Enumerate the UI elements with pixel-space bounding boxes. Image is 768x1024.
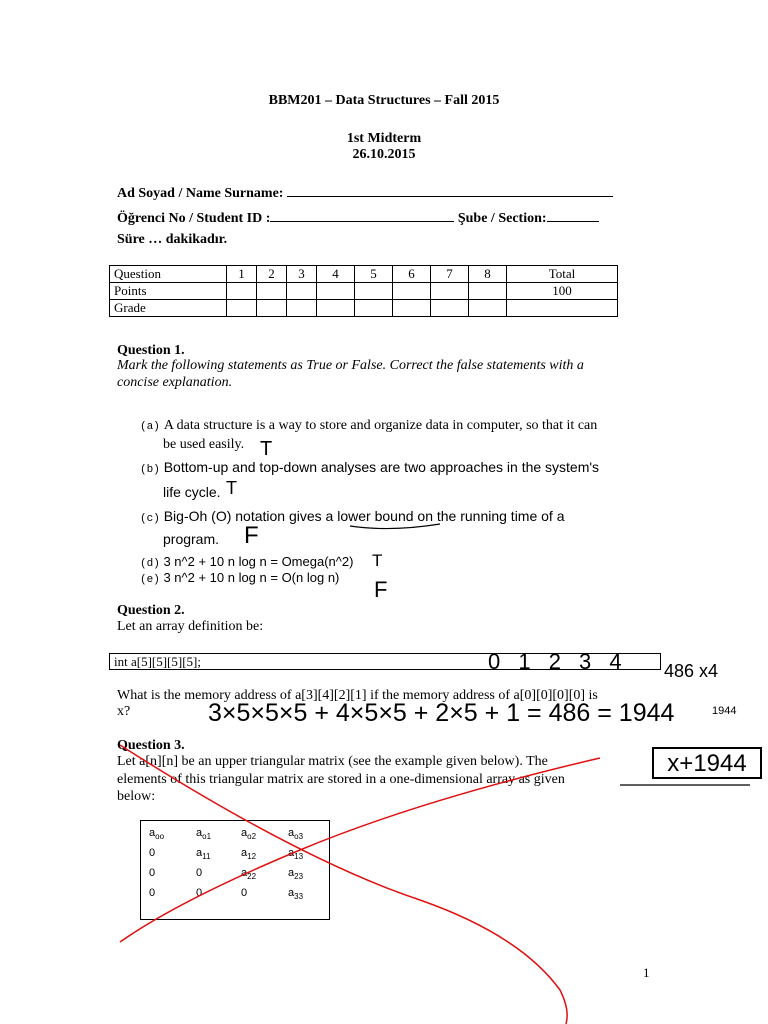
column-header: 2 (257, 266, 287, 283)
item-text: 3 n^2 + 10 n log n = O(n log n) (163, 570, 340, 585)
item-label: (a) (140, 421, 160, 433)
q2-question-2: x? (117, 704, 131, 719)
item-label: (c) (140, 513, 160, 525)
handwritten-answer: x+1944 (667, 750, 747, 777)
q1-item-a-cont: be used easily. (163, 437, 245, 452)
matrix-cell: $a_{22}$ (241, 867, 257, 882)
q1-item-c-cont: program. (163, 531, 220, 547)
exam-title: 1st Midterm (346, 131, 422, 146)
total-points: 100 (507, 283, 618, 300)
duration-text: Süre … dakikadır. (117, 232, 228, 247)
row-label: Question (110, 266, 227, 283)
mark-a: T (260, 438, 273, 460)
item-text-underlined: lower bound (337, 508, 414, 524)
column-header: Total (507, 266, 618, 283)
item-text: 3 n^2 + 10 n log n = Omega(n^2) (163, 554, 354, 569)
mark-e: F (374, 577, 388, 602)
matrix-cell: 0 (149, 887, 156, 899)
q2-question-1: What is the memory address of a[3][4][2][1] if the memory address of a[0][0][0][0] is (117, 688, 598, 703)
underline-stroke (350, 524, 440, 529)
mark-d: T (372, 551, 383, 570)
matrix-cell: $a_{11}$ (196, 847, 211, 862)
column-header: 5 (355, 266, 393, 283)
section-label: Şube / Section: (457, 211, 547, 226)
name-label: Ad Soyad / Name Surname: (117, 186, 284, 201)
item-text: A data structure is a way to store and organize data in computer, so that it can (163, 418, 598, 433)
handwritten-indices: 0 1 2 3 4 (488, 649, 628, 674)
q3-title: Question 3. (117, 738, 185, 753)
q1-title: Question 1. (117, 343, 185, 358)
matrix-cell: $a_{o3}$ (288, 827, 304, 842)
mark-b: T (226, 478, 237, 498)
matrix-cell: $a_{13}$ (288, 847, 304, 862)
q3-line-1: Let a[n][n] be an upper triangular matrix (see the example given below). The (117, 754, 548, 769)
matrix-cell: $a_{o2}$ (241, 827, 257, 842)
matrix-cell: $a_{12}$ (241, 847, 257, 862)
item-text: Bottom-up and top-down analyses are two approaches in the system's (163, 459, 600, 475)
matrix-cell: 0 (196, 867, 203, 879)
q1-instruction-1: Mark the following statements as True or False. Correct the false statements with a (117, 358, 584, 373)
code-text: int a[5][5][5][5]; (114, 654, 201, 669)
handwritten-calculation: 3×5×5×5 + 4×5×5 + 2×5 + 1 = 486 = 1944 (208, 699, 675, 727)
matrix-cell: 0 (149, 867, 156, 879)
matrix-cell: 0 (149, 847, 156, 859)
matrix-cell: 0 (241, 887, 248, 899)
handwritten-side-calc: 486 x4 (664, 661, 719, 681)
matrix-cell: $a_{23}$ (288, 867, 304, 882)
red-cross-stroke (120, 758, 600, 942)
column-header: 3 (287, 266, 317, 283)
q2-title: Question 2. (117, 603, 185, 618)
matrix-cell: $a_{33}$ (288, 887, 304, 902)
matrix-cell: 0 (196, 887, 203, 899)
item-label: (e) (140, 574, 160, 586)
q2-intro: Let an array definition be: (117, 619, 264, 634)
red-cross-stroke (120, 745, 567, 1024)
column-header: 8 (469, 266, 507, 283)
mark-c: F (244, 522, 259, 549)
page-number: 1 (643, 965, 650, 980)
item-text-post: on the running time of a (413, 508, 565, 524)
q1-item-b-cont: life cycle. (163, 484, 221, 500)
column-header: 7 (431, 266, 469, 283)
q1-instruction-2: concise explanation. (117, 375, 233, 390)
column-header: 6 (393, 266, 431, 283)
row-label: Points (110, 283, 227, 300)
column-header: 4 (317, 266, 355, 283)
handwritten-side-result: 1944 (712, 705, 737, 717)
matrix-cell: $a_{oo}$ (149, 827, 165, 842)
column-header: 1 (227, 266, 257, 283)
course-title: BBM201 – Data Structures – Fall 2015 (268, 93, 500, 108)
item-label: (b) (140, 464, 160, 476)
exam-date: 26.10.2015 (352, 147, 416, 162)
student-id-label: Öğrenci No / Student ID : (117, 211, 271, 226)
item-label: (d) (140, 558, 160, 570)
row-label: Grade (110, 300, 227, 317)
matrix-cell: $a_{o1}$ (196, 827, 212, 842)
q3-line-3: below: (117, 789, 156, 804)
item-text-pre: Big-Oh (O) notation gives a (163, 508, 338, 524)
q3-line-2: elements of this triangular matrix are stored in a one-dimensional array as given (117, 772, 565, 787)
